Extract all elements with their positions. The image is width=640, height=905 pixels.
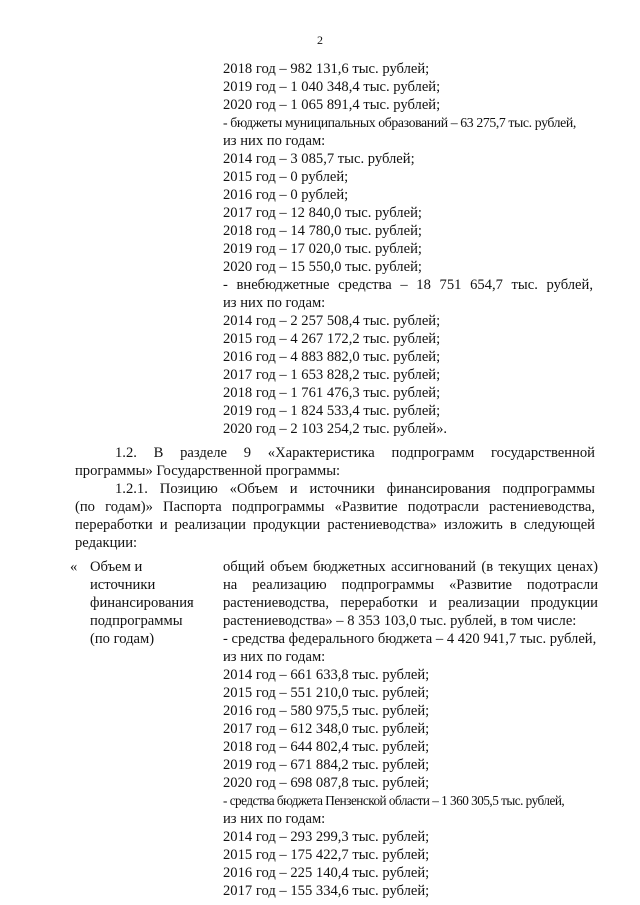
text-line: 2014 год – 3 085,7 тыс. рублей;: [223, 151, 415, 167]
label-line: Объем и: [90, 559, 143, 575]
text-line: 2015 год – 551 210,0 тыс. рублей;: [223, 685, 430, 701]
text-line: из них по годам:: [223, 649, 326, 665]
text-line: из них по годам:: [223, 133, 326, 149]
text-line: 2020 год – 698 087,8 тыс. рублей;: [223, 775, 430, 791]
open-quote: «: [70, 559, 78, 575]
text-line: общий объем бюджетных ассигнований (в текущих ценах): [223, 559, 598, 575]
text-line: из них по годам:: [223, 295, 326, 311]
text-line: 2018 год – 1 761 476,3 тыс. рублей;: [223, 385, 441, 401]
text-line: из них по годам:: [223, 811, 326, 827]
paragraph-line: программы» Государственной программы:: [75, 463, 341, 479]
paragraph-line: редакции:: [75, 535, 138, 551]
text-line: 2014 год – 293 299,3 тыс. рублей;: [223, 829, 430, 845]
text-line: 2019 год – 1 040 348,4 тыс. рублей;: [223, 79, 441, 95]
text-line: - средства федерального бюджета – 4 420 941,7 тыс. рублей,: [223, 631, 597, 647]
text-line: - внебюджетные средства – 18 751 654,7 тыс. рублей,: [223, 277, 593, 293]
text-line: растениеводства, переработки и реализации продукции: [223, 595, 598, 611]
text-line: 2019 год – 17 020,0 тыс. рублей;: [223, 241, 422, 257]
text-line: 2020 год – 2 103 254,2 тыс. рублей».: [223, 421, 448, 437]
text-line: 2017 год – 1 653 828,2 тыс. рублей;: [223, 367, 441, 383]
text-line: 2016 год – 0 рублей;: [223, 187, 349, 203]
label-line: (по годам): [90, 631, 155, 647]
text-line: 2015 год – 4 267 172,2 тыс. рублей;: [223, 331, 441, 347]
text-line: 2014 год – 661 633,8 тыс. рублей;: [223, 667, 430, 683]
text-line: 2016 год – 580 975,5 тыс. рублей;: [223, 703, 430, 719]
text-line: 2015 год – 0 рублей;: [223, 169, 349, 185]
label-line: финансирования: [90, 595, 194, 611]
text-line: 2019 год – 671 884,2 тыс. рублей;: [223, 757, 430, 773]
text-line: - бюджеты муниципальных образований – 63 275,7 тыс. рублей,: [223, 115, 576, 130]
label-line: подпрограммы: [90, 613, 183, 629]
text-line: 2014 год – 2 257 508,4 тыс. рублей;: [223, 313, 441, 329]
paragraph-line: 1.2. В разделе 9 «Характеристика подпрограмм государственной: [115, 445, 595, 461]
page-number: 2: [317, 33, 323, 47]
paragraph-line: 1.2.1. Позицию «Объем и источники финансирования подпрограммы: [115, 481, 595, 497]
text-line: - средства бюджета Пензенской области – 1 360 305,5 тыс. рублей,: [223, 793, 565, 808]
text-line: 2016 год – 225 140,4 тыс. рублей;: [223, 865, 430, 881]
text-line: 2017 год – 12 840,0 тыс. рублей;: [223, 205, 422, 221]
text-line: 2016 год – 4 883 882,0 тыс. рублей;: [223, 349, 441, 365]
text-line: 2019 год – 1 824 533,4 тыс. рублей;: [223, 403, 441, 419]
text-line: растениеводства» – 8 353 103,0 тыс. рублей, в том числе:: [223, 613, 577, 629]
text-line: 2018 год – 644 802,4 тыс. рублей;: [223, 739, 430, 755]
paragraph-line: переработки и реализации продукции растениеводства» изложить в следующей: [75, 517, 595, 533]
text-line: на реализацию подпрограммы «Развитие подотрасли: [223, 577, 598, 593]
text-line: 2017 год – 155 334,6 тыс. рублей;: [223, 883, 430, 899]
passport-label: [90, 558, 194, 648]
text-line: 2018 год – 14 780,0 тыс. рублей;: [223, 223, 422, 239]
text-line: 2020 год – 15 550,0 тыс. рублей;: [223, 259, 422, 275]
text-line: 2020 год – 1 065 891,4 тыс. рублей;: [223, 97, 441, 113]
label-line: источники: [90, 577, 156, 593]
text-line: 2017 год – 612 348,0 тыс. рублей;: [223, 721, 430, 737]
text-line: 2018 год – 982 131,6 тыс. рублей;: [223, 61, 430, 77]
paragraph-line: (по годам)» Паспорта подпрограммы «Развитие подотрасли растениеводства,: [75, 499, 595, 515]
text-line: 2015 год – 175 422,7 тыс. рублей;: [223, 847, 430, 863]
